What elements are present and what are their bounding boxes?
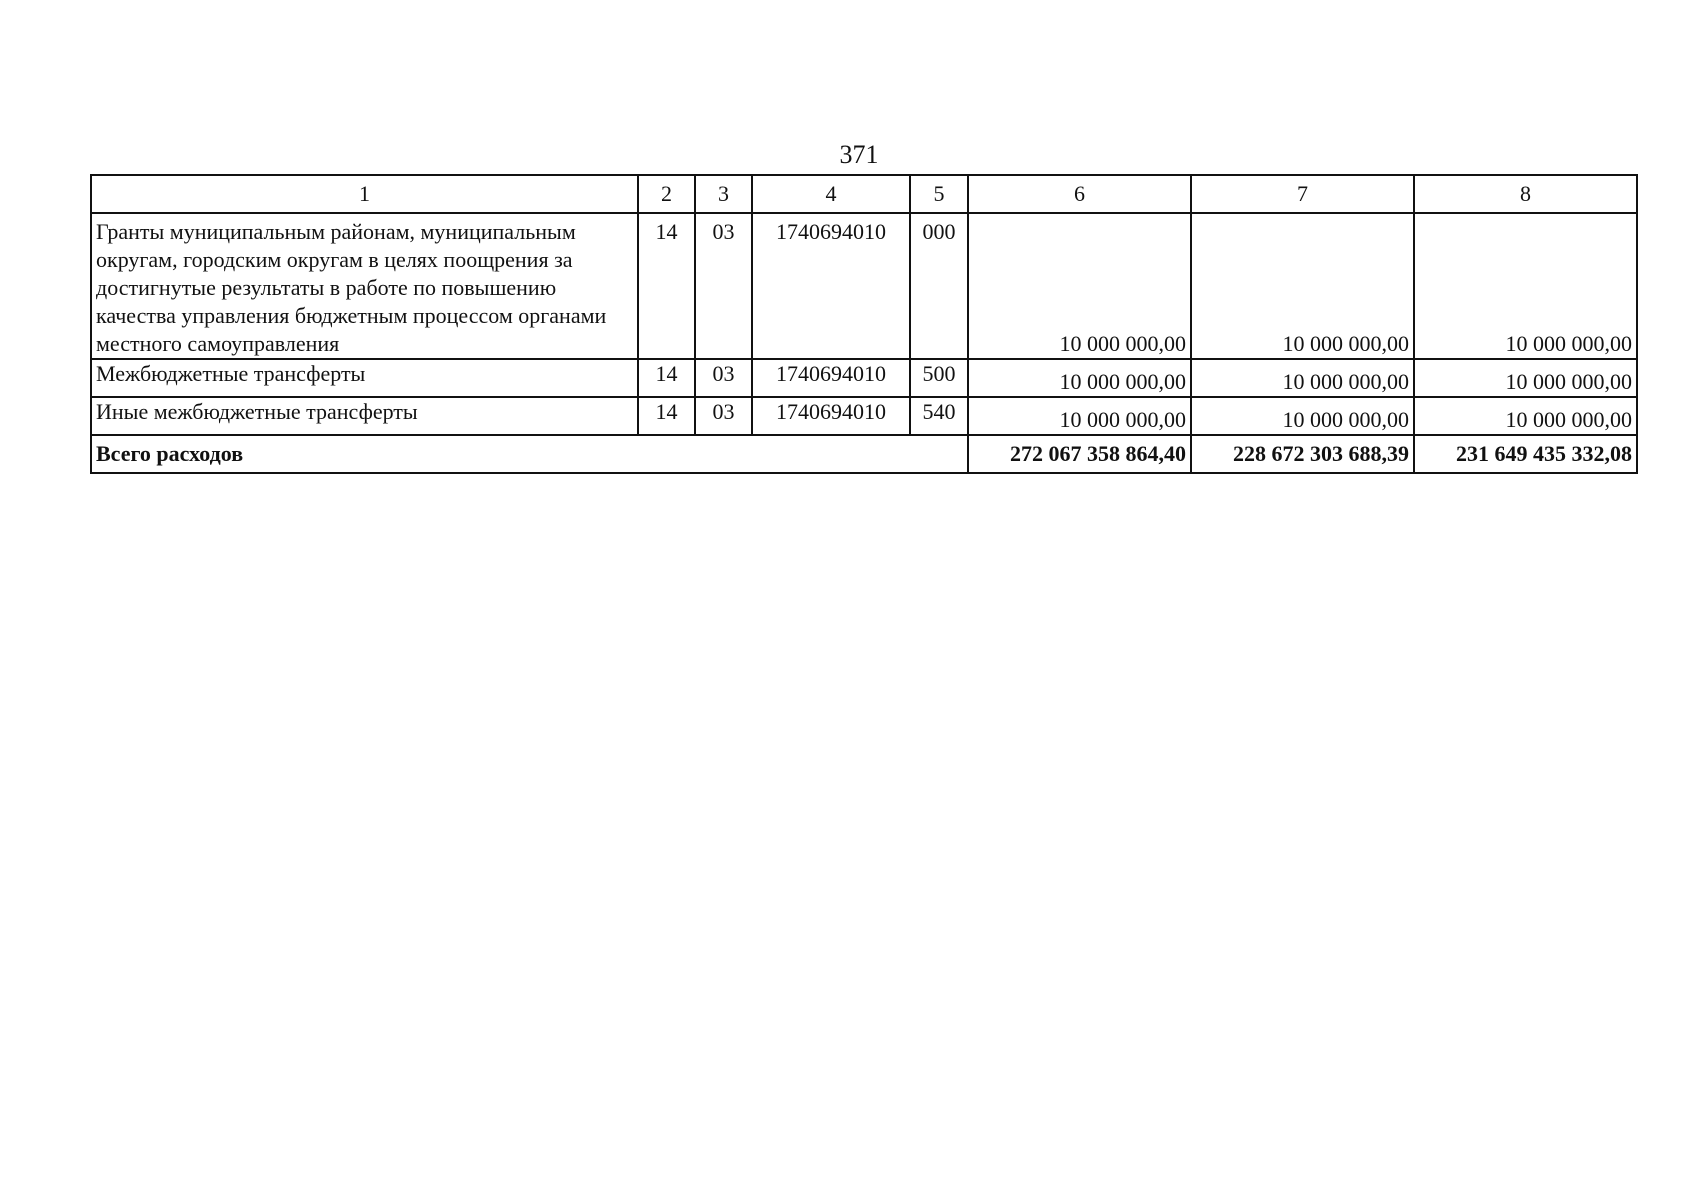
total-value-8: 231 649 435 332,08 [1414,435,1637,473]
budget-table [90,174,1638,474]
header-col-8: 8 [1414,175,1637,213]
row-subsection: 03 [695,397,752,435]
row-value-7: 10 000 000,00 [1191,359,1414,397]
row-section: 14 [638,213,695,359]
total-value-6: 272 067 358 864,40 [968,435,1191,473]
total-label: Всего расходов [91,435,968,473]
row-value-7: 10 000 000,00 [1191,397,1414,435]
total-value-7: 228 672 303 688,39 [1191,435,1414,473]
table-header-row [91,175,1637,213]
table-row [91,359,1637,397]
row-value-6: 10 000 000,00 [968,397,1191,435]
row-subsection: 03 [695,213,752,359]
row-target: 1740694010 [752,397,910,435]
row-section: 14 [638,359,695,397]
row-subsection: 03 [695,359,752,397]
row-value-8: 10 000 000,00 [1414,359,1637,397]
header-col-1: 1 [91,175,638,213]
row-target: 1740694010 [752,359,910,397]
row-name: Межбюджетные трансферты [91,359,638,397]
table-row [91,397,1637,435]
row-value-7: 10 000 000,00 [1191,213,1414,359]
header-col-6: 6 [968,175,1191,213]
header-col-2: 2 [638,175,695,213]
row-value-6: 10 000 000,00 [968,213,1191,359]
row-name: Гранты муниципальным районам, муниципальным округам, городским округам в целях поощрения за достигнутые результаты в работе по повышению качества управления бюджетным процессом органами местного самоуправления [91,213,638,359]
header-col-5: 5 [910,175,968,213]
row-value-8: 10 000 000,00 [1414,213,1637,359]
table-row [91,213,1637,359]
total-row [91,435,1637,473]
row-type: 000 [910,213,968,359]
page-number: 371 [839,140,879,169]
row-type: 540 [910,397,968,435]
header-col-3: 3 [695,175,752,213]
row-target: 1740694010 [752,213,910,359]
header-col-7: 7 [1191,175,1414,213]
row-value-6: 10 000 000,00 [968,359,1191,397]
row-type: 500 [910,359,968,397]
row-section: 14 [638,397,695,435]
row-value-8: 10 000 000,00 [1414,397,1637,435]
row-name: Иные межбюджетные трансферты [91,397,638,435]
header-col-4: 4 [752,175,910,213]
